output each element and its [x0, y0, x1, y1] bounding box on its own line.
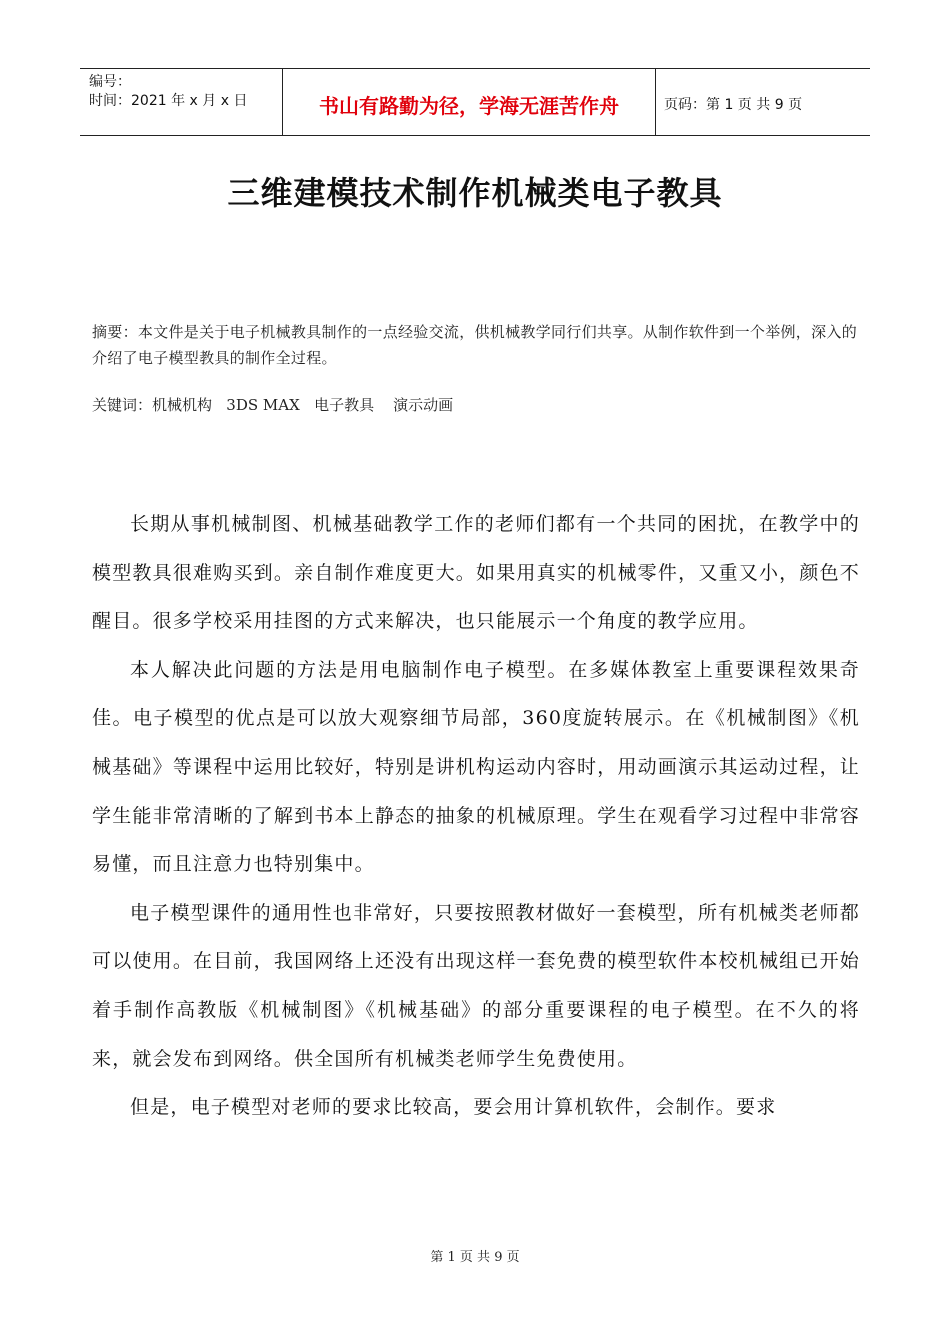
paragraph: 长期从事机械制图、机械基础教学工作的老师们都有一个共同的困扰，在教学中的模型教具很难购买到。亲自制作难度更大。如果用真实的机械零件，又重又小，颜色不醒目。很多学校采用挂图的方式来解决，也只能展示一个角度的教学应用。: [92, 513, 860, 633]
header-page-info: 页码：第 1 页 共 9 页: [664, 97, 803, 113]
paragraph: 电子模型课件的通用性也非常好，只要按照教材做好一套模型，所有机械类老师都可以使用。在目前，我国网络上还没有出现这样一套免费的模型软件本校机械组已开始着手制作高教版《机械制图》《机械基础》的部分重要课程的电子模型。在不久的将来，就会发布到网络。供全国所有机械类老师学生免费使用。: [92, 901, 860, 1070]
keywords: 关键词：机械机构 3DS MAX 电子教具 演示动画: [92, 396, 454, 414]
page-header: [80, 68, 870, 136]
page-footer: 第 1 页 共 9 页: [430, 1250, 520, 1265]
header-meta: [80, 69, 282, 135]
paragraph: 本人解决此问题的方法是用电脑制作电子模型。在多媒体教室上重要课程效果奇佳。电子模型的优点是可以放大观察细节局部，360度旋转展示。在《机械制图》《机械基础》等课程中运用比较好，特别是讲机构运动内容时，用动画演示其运动过程，让学生能非常清晰的了解到书本上静态的抽象的机械原理。学生在观看学习过程中非常容易懂，而且注意力也特别集中。: [92, 658, 860, 876]
paragraph: 但是，电子模型对老师的要求比较高，要会用计算机软件，会制作。要求: [130, 1096, 777, 1119]
body-text: [92, 500, 860, 1132]
document-title: 三维建模技术制作机械类电子教具: [227, 174, 723, 212]
abstract: 摘要：本文件是关于电子机械教具制作的一点经验交流，供机械教学同行们共享。从制作软件到一个举例，深入的介绍了电子模型教具的制作全过程。: [92, 323, 858, 367]
document-date-label: 时间：2021 年 x 月 x 日: [89, 93, 248, 109]
document-number-label: 编号：: [89, 74, 131, 90]
header-motto: 书山有路勤为径，学海无涯苦作舟: [282, 69, 656, 135]
